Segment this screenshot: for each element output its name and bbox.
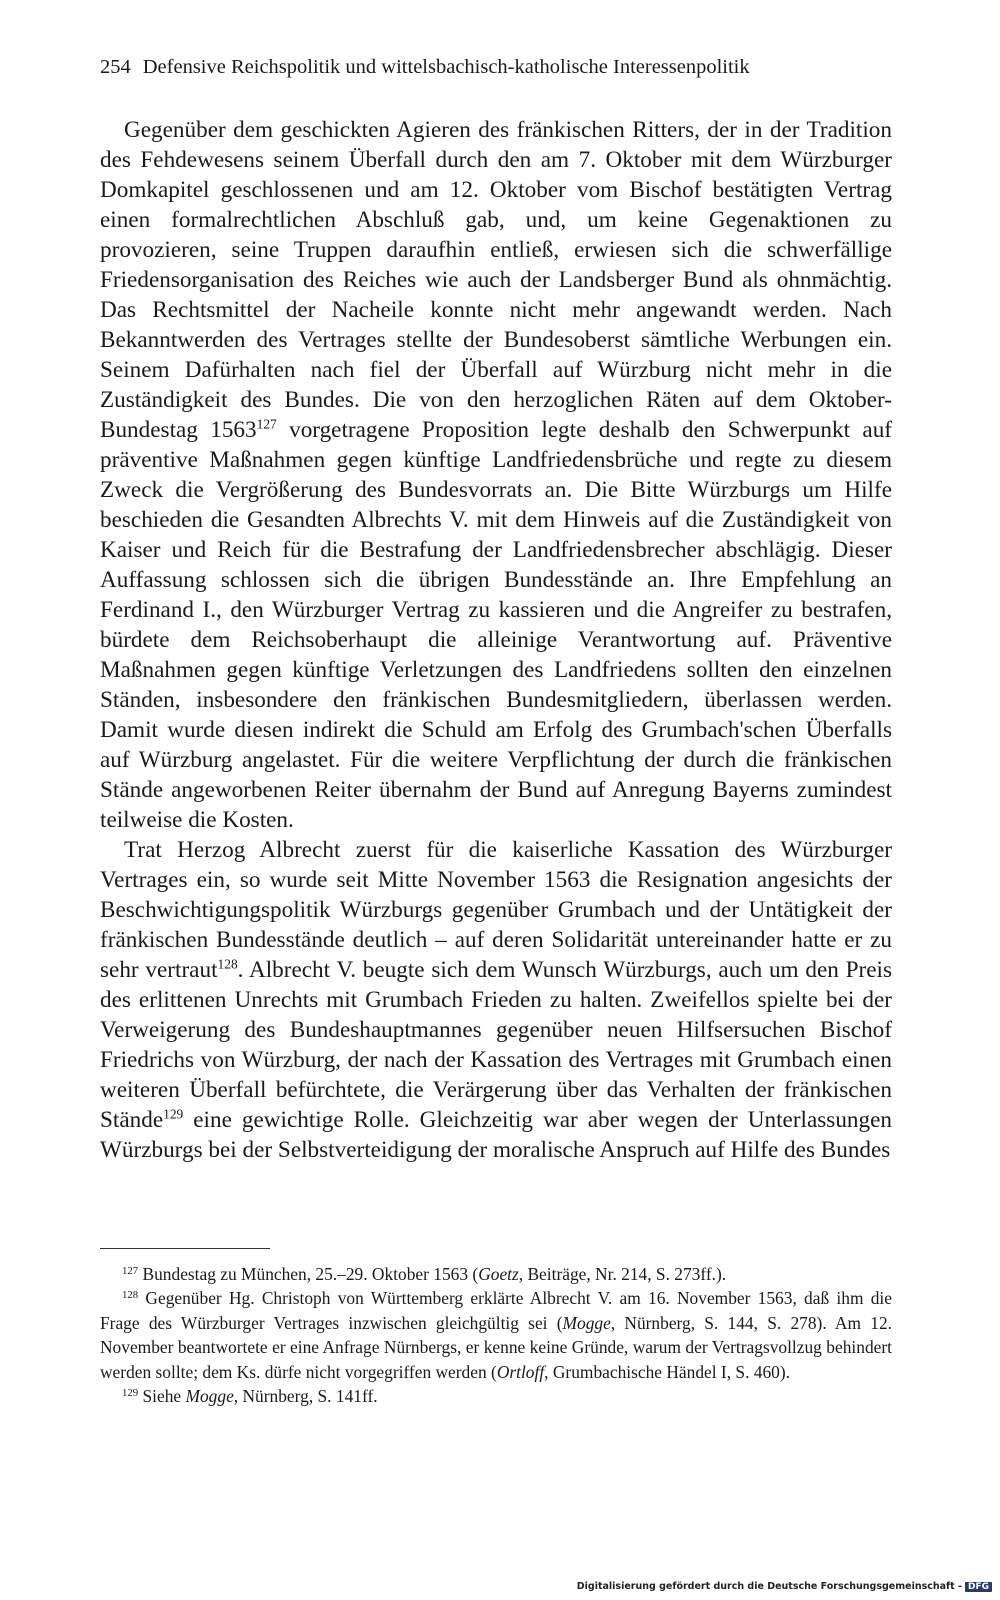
cited-author: Mogge [562, 1312, 611, 1333]
dfg-logo-icon: DFG [965, 1582, 992, 1592]
footnote-number: 127 [122, 1265, 139, 1278]
body-text [100, 115, 892, 1165]
paragraph-2 [100, 835, 892, 1165]
footnote-text: Bundestag zu München, 25.–29. Oktober 1563 ( [138, 1264, 479, 1284]
footnotes [100, 1262, 892, 1408]
paragraph-2-part-c: eine gewichtige Rolle. Gleichzeitig war aber wegen der Unterlassungen Würzburgs bei der Selbstverteidigung der moralische Anspruch auf Hilfe des Bundes [100, 1107, 892, 1163]
digitization-credit [577, 1581, 992, 1592]
running-header [100, 56, 890, 79]
footnote-number: 128 [122, 1289, 139, 1302]
footnote-128 [100, 1286, 892, 1384]
footnote-129 [100, 1384, 892, 1408]
paragraph-1-part-b: vorgetragene Proposition legte deshalb den Schwerpunkt auf präventive Maßnahmen gegen künftige Landfriedensbrüche und regte zu diesem Zweck die Vergrößerung des Bundesvorrats an. Die Bitte Würzburgs um Hilfe beschieden die Gesandten Albrechts V. mit dem Hinweis auf die Zuständigkeit von Kaiser und Reich für die Bestrafung der Landfriedensbrecher abschlägig. Dieser Auffassung schlossen sich die übrigen Bundesstände an. Ihre Empfehlung an Ferdinand I., den Würzburger Vertrag zu kassieren und die Angreifer zu bestrafen, bürdete dem Reichsoberhaupt die alleinige Verantwortung auf. Präventive Maßnahmen gegen künftige Verletzungen des Landfriedens sollten den einzelnen Ständen, insbesondere den fränkischen Bundesmitgliedern, überlassen werden. Damit wurde diesen indirekt die Schuld am Erfolg des Grumbach'schen Überfalls auf Würzburg angelastet. Für die weitere Verpflichtung der durch die fränkischen Stände angeworbenen Reiter übernahm der Bund auf Anregung Bayerns zumindest teilweise die Kosten. [100, 417, 893, 833]
running-title: Defensive Reichspolitik und wittelsbachisch-katholische Interessenpolitik [142, 56, 750, 78]
footnote-rule [100, 1248, 270, 1249]
cited-author: Goetz [478, 1264, 519, 1284]
cited-author: Ortloff [496, 1361, 545, 1382]
footnote-ref-128[interactable]: 128 [217, 956, 238, 972]
paragraph-1-part-a: Gegenüber dem geschickten Agieren des fränkischen Ritters, der in der Tradition des Fehdewesens seinem Überfall durch den am 7. Oktober mit dem Würzburger Domkapitel geschlossenen und am 12. Oktober vom Bischof bestätigten Vertrag einen formalrechtlichen Abschluß gab, und, um keine Gegenaktionen zu provozieren, seine Truppen daraufhin entließ, erwiesen sich die schwerfällige Friedensorganisation des Reiches wie auch der Landsberger Bund als ohnmächtig. Das Rechtsmittel der Nacheile konnte nicht mehr angewandt werden. Nach Bekanntwerden des Vertrages stellte der Bundesoberst sämtliche Werbungen ein. Seinem Dafürhalten nach fiel der Überfall auf Würzburg nicht mehr in die Zuständigkeit des Bundes. Die von den herzoglichen Räten auf dem Oktober-Bundestag 1563 [100, 117, 892, 443]
footnote-127 [100, 1262, 892, 1286]
footnote-number: 129 [122, 1387, 139, 1400]
footnote-ref-129[interactable]: 129 [163, 1106, 184, 1122]
footnote-text: , Beiträge, Nr. 214, S. 273ff.). [518, 1264, 727, 1284]
footnote-text: Gegenüber Hg. Christoph von Württemberg erklärte Albrecht V. am 16. November 1563, daß ihm die Frage des Würzburger Vertrages inzwischen gleichgültig sei ( [100, 1288, 892, 1333]
footnote-text: , Grumbachische Händel I, S. 460). [544, 1361, 790, 1382]
footnote-text: Siehe [138, 1386, 186, 1407]
paragraph-2-part-b: . Albrecht V. beugte sich dem Wunsch Würzburgs, auch um den Preis des erlittenen Unrechts mit Grumbach Frieden zu halten. Zweifellos spielte bei der Verweigerung des Bundeshauptmannes gegenüber neuen Hilfsersuchen Bischof Friedrichs von Würzburg, der nach der Kassation des Vertrages mit Grumbach einen weiteren Überfall befürchtete, die Verärgerung über das Verhalten der fränkischen Stände [100, 957, 892, 1133]
footnote-text: , Nürnberg, S. 144, S. 278). Am 12. November beantwortete er eine Anfrage Nürnbergs, er kenne keine Gründe, warum der Vertragsvollzug behindert werden sollte; dem Ks. dürfe nicht vorgegriffen werden ( [100, 1312, 892, 1382]
paragraph-2-part-a: Trat Herzog Albrecht zuerst für die kaiserliche Kassation des Würzburger Vertrages ein, so wurde seit Mitte November 1563 die Resignation angesichts der Beschwichtigungspolitik Würzburgs gegenüber Grumbach und der Untätigkeit der fränkischen Bundesstände deutlich – auf deren Solidarität untereinander hatte er zu sehr vertraut [100, 837, 892, 983]
cited-author: Mogge [185, 1386, 234, 1407]
credit-text: Digitalisierung gefördert durch die Deutsche Forschungsgemeinschaft - [576, 1581, 962, 1592]
paragraph-1 [100, 115, 892, 835]
footnote-ref-127[interactable]: 127 [256, 416, 277, 432]
footnote-text: , Nürnberg, S. 141ff. [233, 1386, 378, 1407]
page-number: 254 [100, 56, 131, 78]
